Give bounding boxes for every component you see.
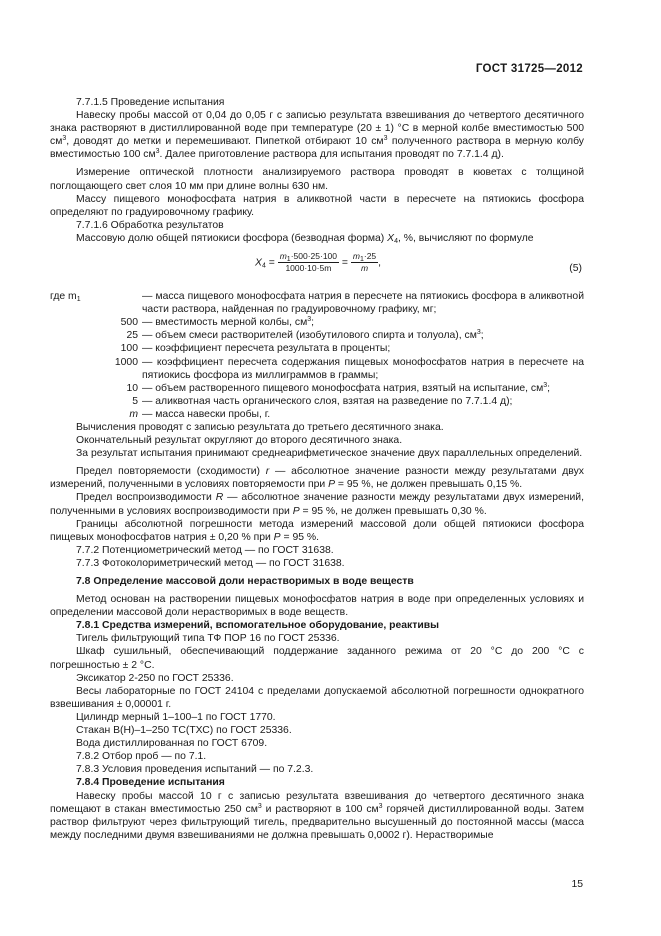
paragraph: Вода дистиллированная по ГОСТ 6709.: [76, 738, 268, 750]
section-7-8-2: 7.8.2 Отбор проб — по 7.1.: [76, 751, 207, 763]
formula-fraction-2: $\frac{m_1\cdot 25}{m}$: [352, 251, 377, 274]
section-7-8-3: 7.8.3 Условия проведения испытаний — по 7.2.3.: [76, 764, 314, 776]
paragraph: Массу пищевого монофосфата натрия в аликвотной части в пересчете на пятиокись фосфора определяют по градуировочному графику.: [50, 193, 584, 218]
section-7-7-2: 7.7.2 Потенциометрический метод — по ГОСТ 31638.: [76, 544, 334, 556]
legend-row: 10 — объем растворенного пищевого монофосфата натрия, взятый на испытание, $см^3$;: [126, 381, 551, 394]
paragraph: Вычисления проводят с записью результата до третьего десятичного знака.: [76, 421, 444, 433]
section-7-7-1-6-title: 7.7.1.6 Обработка результатов: [76, 219, 224, 231]
legend-row: где $m_1$ — масса пищевого монофосфата натрия в пересчете на пятиокись фосфора в аликвотной части раствора, найденная по градуировочному графику, мг;: [50, 291, 584, 316]
paragraph: Массовую долю общей пятиокиси фосфора (безводная форма) $X_4$, %, вычисляют по формуле: [76, 232, 534, 245]
section-7-8-4-title: 7.8.4 Проведение испытания: [76, 777, 225, 789]
legend-row: m — масса навески пробы, г.: [129, 408, 271, 420]
paragraph: Предел повторяемости (сходимости) r — абсолютное значение разности между результатами двух измерений, полученными в условиях повторяемости при P = 95 %, не должен превышать 0,15 %.: [50, 466, 584, 491]
section-7-8-title: 7.8 Определение массовой доли нерастворимых в воде веществ: [76, 576, 414, 587]
paragraph: Шкаф сушильный, обеспечивающий поддержание заданного режима от 20 °С до 200 °С с погрешностью ± 2 °С.: [50, 646, 584, 671]
formula-5: $X_4$ = $\frac{m_1\cdot 500\cdot 25\cdot 100}{1000\cdot 10\cdot 5m}$ = $\frac{m_1\cdot 25}{m}$ , (5): [255, 251, 582, 275]
paragraph: За результат испытания принимают среднеарифметическое значение двух параллельных определений.: [76, 448, 583, 460]
page-header-standard: ГОСТ 31725—2012: [475, 63, 583, 75]
paragraph: Метод основан на растворении пищевых монофосфатов натрия в воде при определенных условиях и определении массовой доли нерастворимых в воде веществ.: [50, 594, 584, 619]
legend-row: 1000 — коэффициент пересчета содержания пищевых монофосфатов натрия в пересчете на пятиокись фосфора из миллиграммов в граммы;: [114, 356, 584, 381]
paragraph: Цилиндр мерный 1–100–1 по ГОСТ 1770.: [76, 711, 276, 723]
paragraph: Измерение оптической плотности анализируемого раствора проводят в кюветах с толщиной поглощающего свет слоя 10 мм при длине волны 630 нм.: [50, 167, 584, 192]
paragraph: Окончательный результат округляют до второго десятичного знака.: [76, 435, 403, 447]
legend-row: 500 — вместимость мерной колбы, $см^3$;: [120, 316, 315, 329]
paragraph: Предел воспроизводимости R — абсолютное значение разности между результатами двух измерений, полученными в условиях воспроизводимости при P = 95 %, не должен превышать 0,30 %.: [50, 492, 584, 517]
paragraph: Тигель фильтрующий типа ТФ ПОР 16 по ГОСТ 25336.: [76, 633, 340, 645]
legend-row: 5 — аликвотная часть органического слоя, взятая на разведение по 7.7.1.4 д);: [132, 395, 513, 407]
paragraph: Навеску пробы массой 10 г с записью результата взвешивания до четвертого десятичного знака помещают в стакан вместимостью 250 $см^3$ и растворяют в 100 $см^3$ горячей дистиллированной воды. Затем раствор фильтруют через фильтрующий тигель, предварительно высушенный до постоянной массы (масса между последними двумя взвешиваниями не должна превышать 0,0002 г). Нерастворимые: [50, 790, 584, 841]
page-number: 15: [571, 879, 583, 890]
paragraph: Эксикатор 2-250 по ГОСТ 25336.: [76, 672, 234, 684]
paragraph: Навеску пробы массой от 0,04 до 0,05 г с записью результата взвешивания до четвертого десятичного знака растворяют в дистиллированной воде при температуре (20 ± 1) °С в мерной колбе вместимостью 500 $см^3$, доводят до метки и перемешивают. Пипеткой отбирают 10 $см^3$ полученного раствора в мерную колбу вместимостью 100 $см^3$. Далее приготовление раствора для испытания проводят по 7.7.1.4 д).: [50, 110, 584, 161]
formula-fraction-1: $\frac{m_1\cdot 500\cdot 25\cdot 100}{1000\cdot 10\cdot 5m}$: [279, 251, 338, 274]
paragraph: Весы лабораторные по ГОСТ 24104 с пределами допускаемой абсолютной погрешности однократного взвешивания ± 0,00001 г.: [50, 685, 584, 710]
legend-row: 25 — объем смеси растворителей (изобутилового спирта и толуола), $см^3$;: [126, 329, 484, 342]
page-content: [50, 96, 584, 842]
formula-number: (5): [569, 263, 582, 275]
paragraph: Границы абсолютной погрешности метода измерений массовой доли общей пятиокиси фосфора пищевых монофосфатов натрия ± 0,20 % при P = 95 %.: [50, 518, 584, 543]
section-7-7-1-5-title: 7.7.1.5 Проведение испытания: [76, 97, 225, 108]
section-7-7-3: 7.7.3 Фотоколориметрический метод — по ГОСТ 31638.: [76, 557, 345, 569]
paragraph: Стакан В(Н)–1–250 ТС(ТХС) по ГОСТ 25336.: [76, 725, 292, 737]
section-7-8-1-title: 7.8.1 Средства измерений, вспомогательное оборудование, реактивы: [76, 620, 439, 632]
legend-row: 100 — коэффициент пересчета результата в проценты;: [120, 343, 391, 355]
formula-legend: [50, 290, 584, 421]
